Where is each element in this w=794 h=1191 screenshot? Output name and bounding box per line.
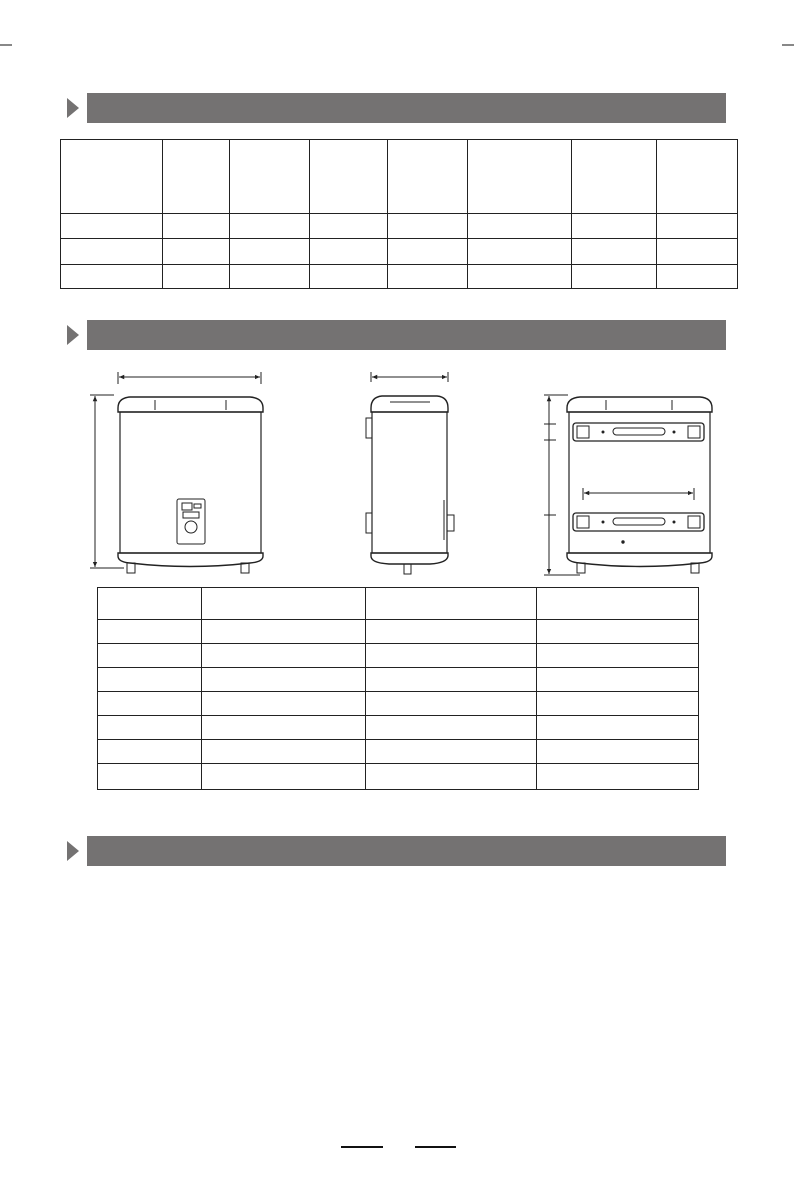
table-row [61,214,738,239]
table-cell [98,620,202,644]
table-cell [537,740,699,764]
table-cell [230,214,310,239]
header-cell [61,140,163,214]
table-cell [537,716,699,740]
table-cell [310,239,388,265]
table-cell [388,265,468,289]
table-cell [537,692,699,716]
crop-mark-icon [0,0,794,60]
table-cell [366,716,537,740]
table-cell [202,620,366,644]
table-cell [657,265,738,289]
table-cell [468,214,572,239]
table-header-row [61,140,738,214]
table-row [61,265,738,289]
table-cell [230,265,310,289]
header-cell [388,140,468,214]
table-cell [202,716,366,740]
table-cell [310,265,388,289]
table-cell [61,265,163,289]
table-cell [366,644,537,668]
back-view-drawing [544,395,712,575]
table-cell [163,265,230,289]
section-tab [57,93,87,123]
table-cell [572,239,657,265]
header-cell [230,140,310,214]
header-cell [366,588,537,620]
side-view-drawing [366,372,454,574]
table-cell [537,764,699,790]
table-row [98,620,699,644]
table-cell [572,214,657,239]
table-row [98,668,699,692]
table-cell [98,716,202,740]
table-header-row [98,588,699,620]
table-cell [537,620,699,644]
specifications-table [60,139,738,289]
chevron-right-icon [65,97,81,119]
table-cell [657,239,738,265]
table-cell [61,239,163,265]
table-row [61,239,738,265]
section-tab [57,836,87,866]
header-cell [572,140,657,214]
header-cell [310,140,388,214]
table-cell [202,764,366,790]
table-cell [366,668,537,692]
table-cell [98,740,202,764]
table-cell [572,265,657,289]
table-cell [202,644,366,668]
footer-rule-right [415,1146,456,1148]
table-cell [310,214,388,239]
dimensions-table [97,587,699,790]
table-cell [163,239,230,265]
table-cell [366,740,537,764]
section-header-installation [57,836,726,866]
table-row [98,740,699,764]
section-tab [57,320,87,350]
chevron-right-icon [65,840,81,862]
table-cell [98,692,202,716]
section-header-dimensions [57,320,726,350]
table-cell [366,620,537,644]
table-cell [98,644,202,668]
technical-drawings [0,355,794,585]
table-cell [468,239,572,265]
header-cell [98,588,202,620]
footer-rule-left [341,1146,383,1148]
table-cell [98,668,202,692]
section-header-specifications [57,93,726,123]
table-row [98,644,699,668]
table-cell [202,668,366,692]
table-row [98,764,699,790]
table-row [98,692,699,716]
table-cell [388,214,468,239]
header-cell [468,140,572,214]
table-cell [98,764,202,790]
header-cell [163,140,230,214]
table-cell [388,239,468,265]
table-cell [468,265,572,289]
table-cell [537,668,699,692]
header-cell [537,588,699,620]
table-cell [366,692,537,716]
table-cell [537,644,699,668]
table-row [98,716,699,740]
front-view-drawing [90,372,263,573]
table-cell [366,764,537,790]
table-cell [61,214,163,239]
chevron-right-icon [65,324,81,346]
table-cell [202,740,366,764]
table-cell [657,214,738,239]
table-cell [202,692,366,716]
table-cell [163,214,230,239]
header-cell [657,140,738,214]
header-cell [202,588,366,620]
table-cell [230,239,310,265]
